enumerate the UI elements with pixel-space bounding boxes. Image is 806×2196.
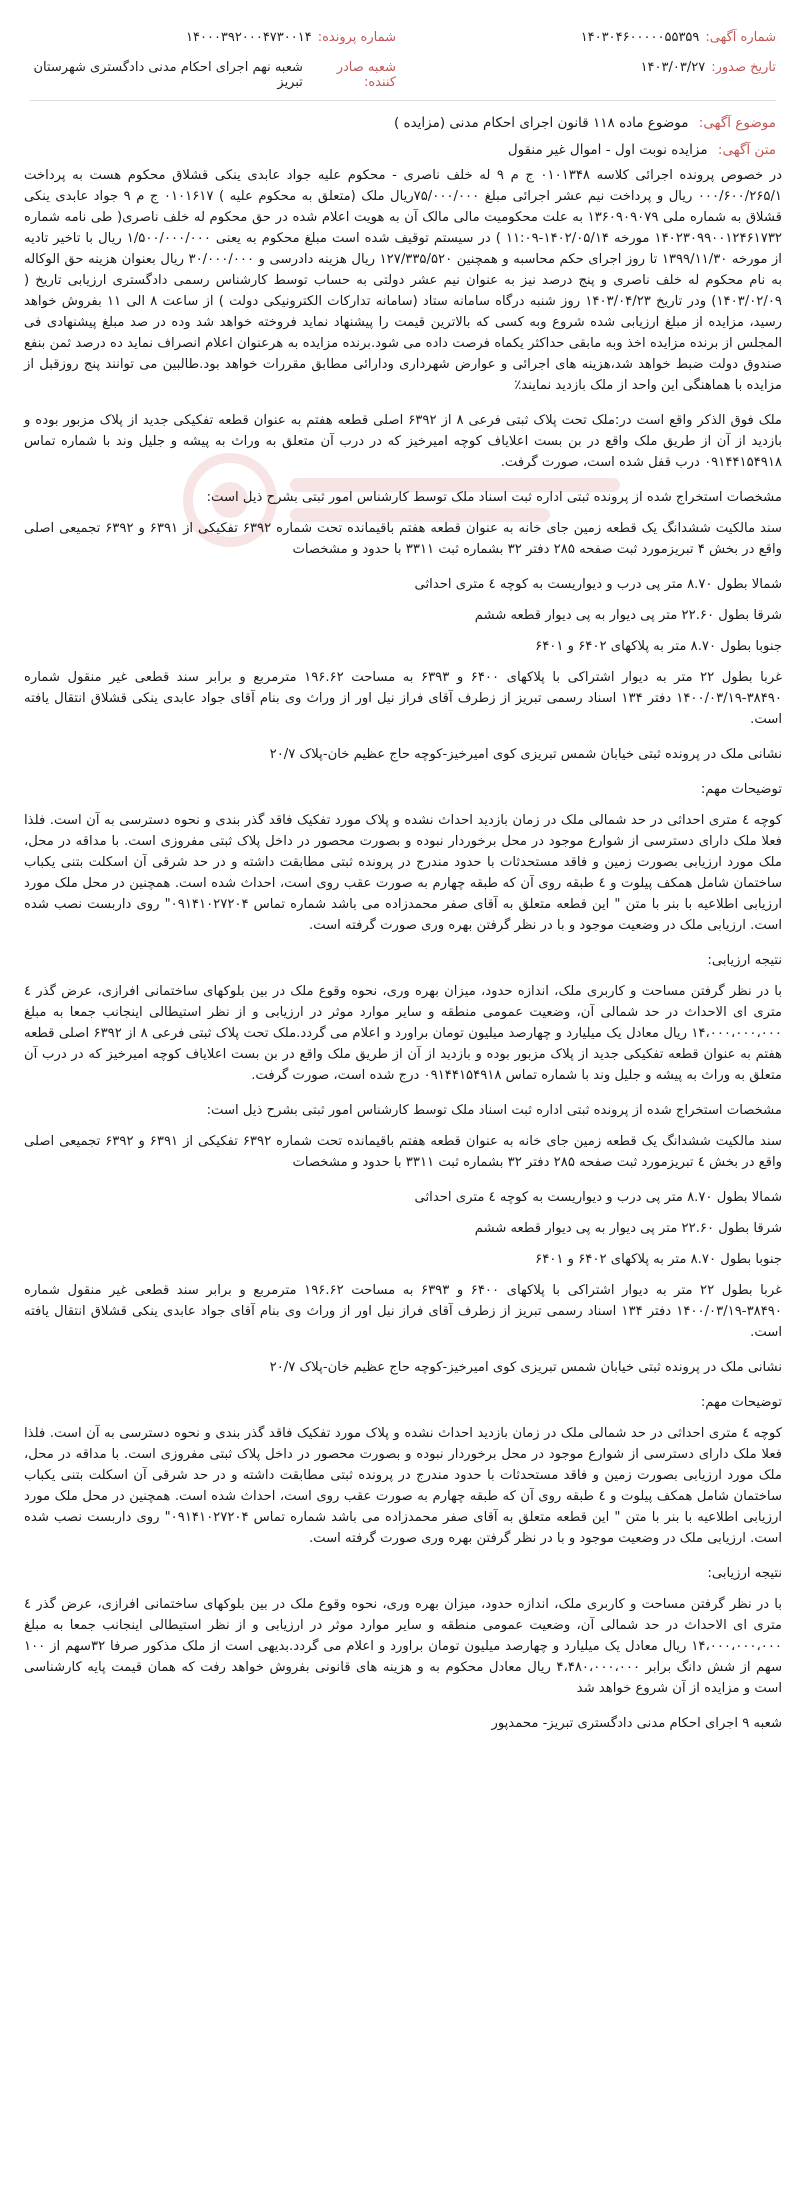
issue-date-label: تاریخ صدور: [711, 60, 776, 75]
branch-row [30, 60, 396, 90]
property-address-2: نشانی ملک در پرونده ثبتی خیابان شمس تبریزی کوی امیرخیز-کوچه حاج عظیم خان-پلاک ۲۰/۷ [269, 1360, 782, 1375]
evaluation-result-2: با در نظر گرفتن مساحت و کاربری ملک، اندازه حدود، میزان بهره وری، نحوه وقوع ملک در بین بلوکهای ساختمانی افرازی، عرض گذر ٤ متری ای الاحداث در حد شمالی آن، وضعیت عمومی منطقه و سایر موارد موثر در ارزیابی و از نظر استیطالی اینجانب جمعا به مبلغ ۱۴،۰۰۰،۰۰۰،۰۰۰ ریال معادل یک میلیارد و چهارصد میلیون تومان براورد و اعلام می گردد.بدیهی است از ملک مذکور صرفا ۳۲سهم از ۱۰۰ سهم از شش دانگ برابر ۴،۴۸۰،۰۰۰،۰۰۰ ریال معادل محکوم به و هزینه های قانونی بفروش خواهد رفت که همان قیمت پایه کارشناسی است و مزایده از آن شروع خواهد شد [24, 1597, 783, 1696]
case-number: ۱۴۰۰۰۳۹۲۰۰۰۴۷۳۰۰۱۴ [186, 30, 312, 45]
body-paragraph-15: سند مالکیت ششدانگ یک قطعه زمین جای خانه به عنوان قطعه هفتم باقیمانده تحت شماره ۶۳۹۲ تفکیکی از ۶۳۹۱ و ۶۳۹۲ تجمیعی اصلی واقع در بخش ٤ تبریزمورد ثبت صفحه ۲۸۵ دفتر ۳۲ بشماره ثبت ۳۳۱۱ با حدود و مشخصات [24, 1134, 782, 1170]
signature-line: شعبه ۹ اجرای احکام مدنی دادگستری تبریز- محمدپور [491, 1716, 782, 1731]
ad-text-row [30, 142, 776, 158]
boundary-east: شرقا بطول ۲۲.۶۰ متر پی دیوار به پی دیوار قطعه ششم [474, 608, 782, 623]
important-notes-heading-2: توضیحات مهم: [700, 1395, 782, 1410]
ad-text: مزایده نوبت اول - اموال غیر منقول [507, 142, 708, 158]
subject-label: موضوع آگهی: [698, 115, 776, 131]
body-paragraph-3: مشخصات استخراج شده از پرونده ثبتی اداره ثبت اسناد ملک توسط کارشناس امور ثبتی بشرح ذیل است: [206, 490, 782, 505]
issue-date: ۱۴۰۳/۰۳/۲۷ [640, 60, 706, 75]
boundary-east-2: شرقا بطول ۲۲.۶۰ متر پی دیوار به پی دیوار قطعه ششم [474, 1221, 782, 1236]
case-number-row [186, 30, 396, 45]
boundary-south-2: جنوبا بطول ۸.۷۰ متر به پلاکهای ۶۴۰۲ و ۶۴۰۱ [535, 1252, 782, 1267]
subject-text: موضوع ماده ۱۱۸ قانون اجرای احکام مدنی (مزایده ) [393, 115, 689, 131]
ad-number: ۱۴۰۳۰۴۶۰۰۰۰۰۵۵۳۵۹ [580, 30, 700, 45]
body-paragraph-2: ملک فوق الذکر واقع است در:ملک تحت پلاک ثبتی فرعی ۸ از ۶۳۹۲ اصلی قطعه هفتم به عنوان قطعه تفکیکی جدید از پلاک مزبور بوده و بازدید از آن از طریق ملک واقع در بن بست اعلایاف کوچه امیرخیز که در درب آن متعلق به وراث به پیشه و جلیل وند با شماره تماس ۰۹۱۴۴۱۵۴۹۱۸ درب قفل شده است، صورت گرفت. [24, 413, 782, 470]
evaluation-result: با در نظر گرفتن مساحت و کاربری ملک، اندازه حدود، میزان بهره وری، نحوه وقوع ملک در بین بلوکهای ساختمانی افرازی، عرض گذر ٤ متری ای الاحداث در حد شمالی آن، وضعیت عمومی منطقه و سایر موارد موثر در ارزیابی و از نظر استیطالی اینجانب جمعا به مبلغ ۱۴،۰۰۰،۰۰۰،۰۰۰ ریال معادل یک میلیارد و چهارصد میلیون تومان براورد و اعلام می گردد.ملک تحت پلاک ثبتی فرعی ۸ از ۶۳۹۲ اصلی قطعه هفتم به عنوان قطعه تفکیکی جدید از پلاک مزبور بوده و بازدید از آن از طریق ملک واقع در بن بست اعلایاف کوچه امیرخیز که در درب آن متعلق به وراث به پیشه و جلیل وند با شماره تماس ۰۹۱۴۴۱۵۴۹۱۸ درج شده است، صورت گرفت. [24, 984, 782, 1083]
important-notes: کوچه ٤ متری احداثی در حد شمالی ملک در زمان بازدید احداث نشده و پلاک مورد تفکیک فاقد گذر بندی و نحوه دسترسی به آن است. فلذا فعلا ملک دارای دسترسی از شوارع موجود در محل برخوردار نبوده و بصورت محصور در داخل پلاک ثبتی مفروزی است. با مداقه در محل، ملک مورد ارزیابی بصورت زمین و فاقد مستحدثات با حدود مندرج در پرونده ثبتی مطابقت داشته و در حد شرقی آن اسکلت بتنی یکباب ساختمان شامل همکف پیلوت و ٤ طبقه روی آن که طبقه چهارم به صورت عقب روی است، احداث شده است. همچنین در محل ملک مورد ارزیابی اطلاعیه با بنر با متن " این قطعه متعلق به آقای صفر محمدزاده می باشد شماره تماس ۰۹۱۴۱۰۲۷۲۰۴" روی داربست نصب شده است. ارزیابی ملک در وضعیت موجود و با در نظر گرفتن بهره وری صورت گرفته است. [24, 813, 782, 933]
evaluation-result-heading-2: نتیجه ارزیابی: [707, 1566, 782, 1581]
body-paragraph-14: مشخصات استخراج شده از پرونده ثبتی اداره ثبت اسناد ملک توسط کارشناس امور ثبتی بشرح ذیل است: [206, 1103, 782, 1118]
boundary-north: شمالا بطول ۸.۷۰ متر پی درب و دیواریست به کوچه ٤ متری احداثی [414, 577, 782, 592]
ad-text-label: متن آگهی: [717, 142, 776, 158]
notice-body [24, 165, 782, 1748]
ad-number-row [581, 30, 776, 45]
important-notes-2: کوچه ٤ متری احداثی در حد شمالی ملک در زمان بازدید احداث نشده و پلاک مورد تفکیک فاقد گذر بندی و نحوه دسترسی به آن است. فلذا فعلا ملک دارای دسترسی از شوارع موجود در محل برخوردار نبوده و بصورت محصور در داخل پلاک ثبتی مفروزی است. با مداقه در محل، ملک مورد ارزیابی بصورت زمین و فاقد مستحدثات با حدود مندرج در پرونده ثبتی مطابقت داشته و در حد شرقی آن اسکلت بتنی یکباب ساختمان شامل همکف پیلوت و ٤ طبقه روی آن که طبقه چهارم به صورت عقب روی است، احداث شده است. همچنین در محل ملک مورد ارزیابی اطلاعیه با بنر با متن " این قطعه متعلق به آقای صفر محمدزاده می باشد شماره تماس ۰۹۱۴۱۰۲۷۲۰۴" روی داربست نصب شده است. ارزیابی ملک در وضعیت موجود و با در نظر گرفتن بهره وری صورت گرفته است. [24, 1426, 782, 1546]
ad-number-label: شماره آگهی: [705, 30, 776, 45]
body-paragraph-1: در خصوص پرونده اجرائی کلاسه ۰۱۰۱۳۴۸ ج م ۹ له خلف ناصری - محکوم علیه جواد عابدی ینکی قشلاق محکوم هست به پرداخت ۰۰۰/۶۰۰/۲۶۵/۱ ریال و پرداخت نیم عشر اجرائی مبلغ ۷۵/۰۰۰/۰۰۰ریال ملک (متعلق به محکوم علیه ) ۰۱۰۱۶۱۷ ج م ۹ جواد عابدی ینکی قشلاق به شماره ملی ۱۳۶۰۹۰۹۰۷۹ به علت محکومیت مالی مالک آن به هویت اعلام شده در حق محکوم له خلف ناصری( طی نامه شماره ۱۴۰۲۳۰۹۹۰۰۱۲۴۶۱۷۳۲ مورخه ۱۴۰۲/۰۵/۱۴-۱۱:۰۹ ) در سیستم توقیف شده است مبلغ محکوم به یعنی ۱/۵۰۰/۰۰۰/۰۰۰ ریال با تاخیر تادیه از مورخه ۱۳۹۹/۱۱/۳۰ تا روز اجرای حکم محاسبه و همچنین ۱۲۷/۳۳۵/۵۲۰ ریال هزینه دادرسی و ۳۰/۰۰۰/۰۰۰ ریال بعنوان هزینه حق الوکاله به نام محکوم له خلف ناصری و پنج درصد نیز به عنوان نیم عشر دولتی به حساب توسط کارشناس رسمی دادگستری ارزیابی تاریخ ( ۱۴۰۳/۰۲/۰۹) ودر تاریخ ۱۴۰۳/۰۴/۲۳ روز شنبه درگاه سامانه ستاد (سامانه تدارکات الکترونیکی دولت ) از ساعت ۸ الی ۱۱ بفروش خواهد رسید، مزایده از مبلغ ارزیابی شده شروع وبه کسی که بالاترین قیمت را پیشنهاد نماید فروخته خواهد شد وده در صد مبلغ پیشنهادی فی المجلس از برنده مزایده اخذ وبه مابقی حداکثر یکماه فرصت داده می شود.برنده مزایده به هرعنوان اعلام انصراف نماید ده درصد ثمن بنفع صندوق دولت ضبط خواهد شد،هزینه های اجرائی و عوارض شهرداری ودارائی مطابق مقررات خواهد بود.طالبین می توانند پنج روزقبل از مزایده با هماهنگی این واحد از ملک بازدید نمایند٪ [24, 168, 782, 393]
issue-date-row [641, 60, 776, 75]
notice-header [30, 30, 776, 100]
evaluation-result-heading: نتیجه ارزیابی: [707, 953, 782, 968]
header-divider [30, 100, 776, 101]
boundary-west-2: غربا بطول ۲۲ متر به دیوار اشتراکی با پلاکهای ۶۴۰۰ و ۶۳۹۳ به مساحت ۱۹۶.۶۲ مترمربع و برابر سند قطعی غیر منقول شماره ۳۸۴۹۰-۱۴۰۰/۰۳/۱۹ دفتر ۱۳۴ اسناد رسمی تبریز از زطرف آقای فراز نیل اور از وراث وی بنام آقای جواد عابدی ینکی قشلاق انتقال یافته است. [24, 1283, 782, 1340]
boundary-north-2: شمالا بطول ۸.۷۰ متر پی درب و دیواریست به کوچه ٤ متری احداثی [414, 1190, 782, 1205]
property-address: نشانی ملک در پرونده ثبتی خیابان شمس تبریزی کوی امیرخیز-کوچه حاج عظیم خان-پلاک ۲۰/۷ [269, 747, 782, 762]
boundary-south: جنوبا بطول ۸.۷۰ متر به پلاکهای ۶۴۰۲ و ۶۴۰۱ [535, 639, 782, 654]
important-notes-heading: توضیحات مهم: [700, 782, 782, 797]
subject-row [30, 115, 776, 131]
body-paragraph-4: سند مالکیت ششدانگ یک قطعه زمین جای خانه به عنوان قطعه هفتم باقیمانده تحت شماره ۶۳۹۲ تفکیکی از ۶۳۹۱ و ۶۳۹۲ تجمیعی اصلی واقع در بخش ۴ تبریزمورد ثبت صفحه ۲۸۵ دفتر ۳۲ بشماره ثبت ۳۳۱۱ با حدود و مشخصات [24, 521, 782, 557]
branch-label: شعبه صادر کننده: [336, 60, 396, 90]
case-number-label: شماره پرونده: [317, 30, 396, 45]
boundary-west: غربا بطول ۲۲ متر به دیوار اشتراکی با پلاکهای ۶۴۰۰ و ۶۳۹۳ به مساحت ۱۹۶.۶۲ مترمربع و برابر سند قطعی غیر منقول شماره ۳۸۴۹۰-۱۴۰۰/۰۳/۱۹ دفتر ۱۳۴ اسناد رسمی تبریز از زطرف آقای فراز نیل اور از وراث وی بنام آقای جواد عابدی ینکی قشلاق انتقال یافته است. [24, 670, 782, 727]
branch-name: شعبه نهم اجرای احکام مدنی دادگستری شهرستان تبریز [33, 60, 303, 90]
